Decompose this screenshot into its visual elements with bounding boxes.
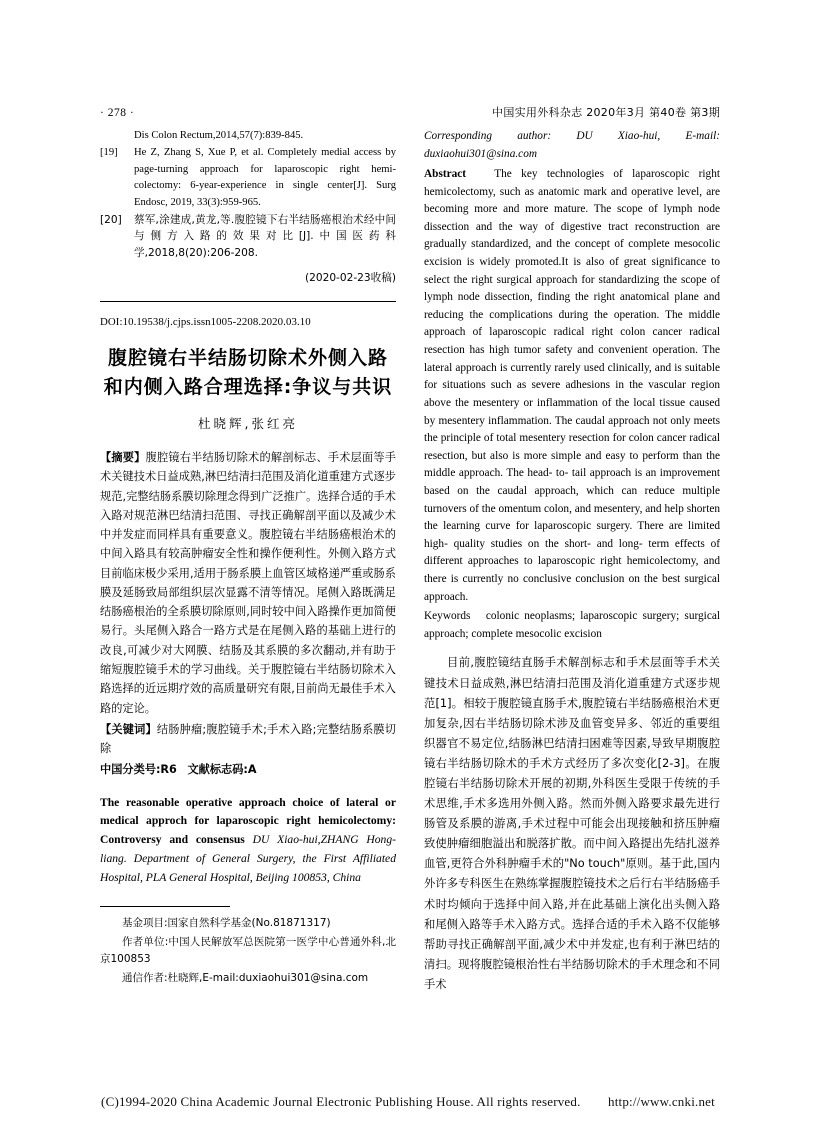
- footnote-affiliation: 作者单位:中国人民解放军总医院第一医学中心普通外科,北京100853: [100, 935, 396, 966]
- doi-line: DOI:10.19538/j.cjps.issn1005-2208.2020.03.10: [100, 316, 311, 329]
- abstract-text-en: The key technologies of laparoscopic right hemicolectomy, such as anatomic mark and operative level, are becoming more and more mature. The scope of lymph node dissection and the way of digestive tract reconstruction are gradually standardized, and the concept of complete mesocolic excision is widely promoted.It is also of great significance to select the right surgical approach for standardizing the scope of lymph node dissection, finding the right anatomical plane and reducing the complications during the operation. The middle approach of laparoscopic radical right colon cancer radical resection has high tumor safety and convenient operation. The lateral approach is currently rarely used clinically, and is suitable for situations such as severe adhesions in the vascular region above the mesentery or inflammation of the local tissue caused by mesentery inflammation. The caudal approach not only meets the principle of total mesentery resection for colon cancer radical resection, but also is more simple and easy to perform than the middle approach. The head- to- tail approach is an improvement based on the caudal approach, which can reduce multiple turnovers of the omentum colon, and mesentery, and help shorten the learning curve for laparoscopic surgery. There are limited high- quality studies on the short- and long- term effects of different approaches to laparoscopic right hemicolectomy, and there is currently no conclusive conclusion on the best surgical approach.: [424, 168, 720, 603]
- title-en-text: The reasonable operative approach choice of lateral or medical approch for laparoscopic right hemicolectomy: Controversy and consensus: [100, 795, 396, 847]
- body-paragraph-cn: 目前,腹腔镜结直肠手术解剖标志和手术层面等手术关键技术日益成熟,淋巴结清扫范围及消化道重建方式逐步规范[1]。相较于腹腔镜直肠手术,腹腔镜右半结肠癌根治术更加复杂,因右半结肠切除术涉及血管变异多、邻近的重要组织器官不易定位,结肠淋巴结清扫困难等因素,导致早期腹腔镜右半结肠切除术的手术方式经历了多次变化[2-3]。在腹腔镜右半结肠切除术开展的初期,外科医生受限于传统的手术思维,手术多选用外侧入路。然而外侧入路要求最先进行肠管及系膜的游离,手术过程中可能会出现接触和挤压肿瘤致使肿瘤细胞溢出和脱落扩散。而中间入路提出先结扎滋养血管,更符合外科肿瘤手术的"No touch"原则。基于此,国内外许多专科医生在熟练掌握腹腔镜技术之后行右半结肠癌手术时均倾向于选择中间入路,并在此基础上演化出头侧入路和尾侧入路等手术入路方式。选择合适的手术入路不仅能够帮助寻找正确解剖平面,减少术中并发症,也有利于淋巴结的清扫。现将腹腔镜根治性右半结肠切除术的手术理念和不同手术: [424, 656, 720, 991]
- classification-line: [100, 760, 396, 779]
- page-footer: [0, 1094, 816, 1110]
- received-date: (2020-02-23收稿): [304, 272, 396, 285]
- divider-rule: [100, 301, 396, 302]
- right-column: [424, 128, 720, 995]
- reference-item: [100, 212, 396, 261]
- keywords-text-en: colonic neoplasms; laparoscopic surgery; surgical approach; complete mesocolic excision: [424, 610, 720, 640]
- reference-text: He Z, Zhang S, Xue P, et al. Completely medial access by page-turning approach for laparoscopic right hemi- colectomy: 6-year-experience in single center[J]. Surg Endosc, 2019, 33(3):959-965.: [134, 147, 396, 208]
- page-header: [100, 104, 720, 120]
- abstract-label-cn: 【摘要】: [100, 451, 146, 465]
- article-title-cn: 腹腔镜右半结肠切除术外侧入路和内侧入路合理选择:争议与共识: [103, 347, 393, 398]
- authors-en: DU Xiao-hui,ZHANG Hong-liang.: [100, 833, 396, 865]
- article-title-en: [100, 794, 396, 888]
- reference-text: 蔡军,涂建成,黄龙,等.腹腔镜下右半结肠癌根治术经中间与侧方入路的效果对比[J].中国医药科学,2018,8(20):206-208.: [134, 214, 396, 259]
- footnotes: [100, 915, 396, 988]
- keywords-en: [424, 608, 720, 643]
- cnki-url: http://www.cnki.net: [608, 1094, 715, 1109]
- article-authors-cn: 杜晓辉,张红亮: [198, 416, 298, 432]
- clc-number: 中国分类号:R6: [100, 763, 177, 777]
- keywords-text-cn: 结肠肿瘤;腹腔镜手术;手术入路;完整结肠系膜切除: [100, 722, 396, 756]
- keywords-cn: [100, 720, 396, 759]
- footnote-rule: [100, 906, 230, 907]
- abstract-cn: [100, 448, 396, 718]
- reference-continuation: Dis Colon Rectum,2014,57(7):839-845.: [134, 130, 304, 141]
- document-code: 文献标志码:A: [187, 763, 257, 777]
- reference-number: [20]: [100, 214, 122, 227]
- affiliation-en: Department of General Surgery, the First Affiliated Hospital, PLA General Hospital, Beijing 100853, China: [100, 851, 397, 884]
- page-number: · 278 ·: [100, 107, 135, 119]
- footnote-funding: 基金项目:国家自然科学基金(No.81871317): [122, 916, 331, 929]
- journal-title-line: 中国实用外科杂志 2020年3月 第40卷 第3期: [492, 106, 720, 119]
- corresponding-author-en: Corresponding author: DU Xiao-hui, E-mail: duxiaohui301@sina.com: [424, 130, 720, 160]
- copyright-text: (C)1994-2020 China Academic Journal Electronic Publishing House. All rights reserved.: [101, 1094, 581, 1109]
- abstract-en: [424, 166, 720, 606]
- reference-number: [19]: [100, 147, 118, 159]
- keywords-label-en: Keywords: [424, 610, 471, 623]
- abstract-label-en: Abstract: [424, 168, 467, 180]
- left-column: [100, 128, 396, 990]
- reference-item: [100, 145, 396, 211]
- keywords-label-cn: 【关键词】: [100, 722, 157, 736]
- footnote-corresponding: 通信作者:杜晓辉,E-mail:duxiaohui301@sina.com: [122, 972, 369, 985]
- abstract-text-cn: 腹腔镜右半结肠切除术的解剖标志、手术层面等手术关键技术日益成熟,淋巴结清扫范围及消化道重建方式逐步规范,完整结肠系膜切除理念得到广泛推广。选择合适的手术入路对规范淋巴结清扫范围、寻找正确解剖平面以及减少术中并发症而同样具有重要意义。腹腔镜右半结肠癌根治术的中间入路具有较高肿瘤安全性和操作便利性。外侧入路方式目前临床极少采用,适用于肠系膜上血管区域格递严重或肠系膜及延肠致局部组织层次显露不清等情况。尾侧入路既满足结肠癌根治的全系膜切除原则,同时较中间入路操作更加简便易行。头尾侧入路合一路方式是在尾侧入路的基础上进行的改良,可减少对大网膜、结肠及其系膜的多次翻动,并有助于缩短腹腔镜手术的学习曲线。关于腹腔镜右半结肠切除术入路选择的近远期疗效的高质量研究有限,目前尚无最佳手术入路的定论。: [100, 451, 396, 715]
